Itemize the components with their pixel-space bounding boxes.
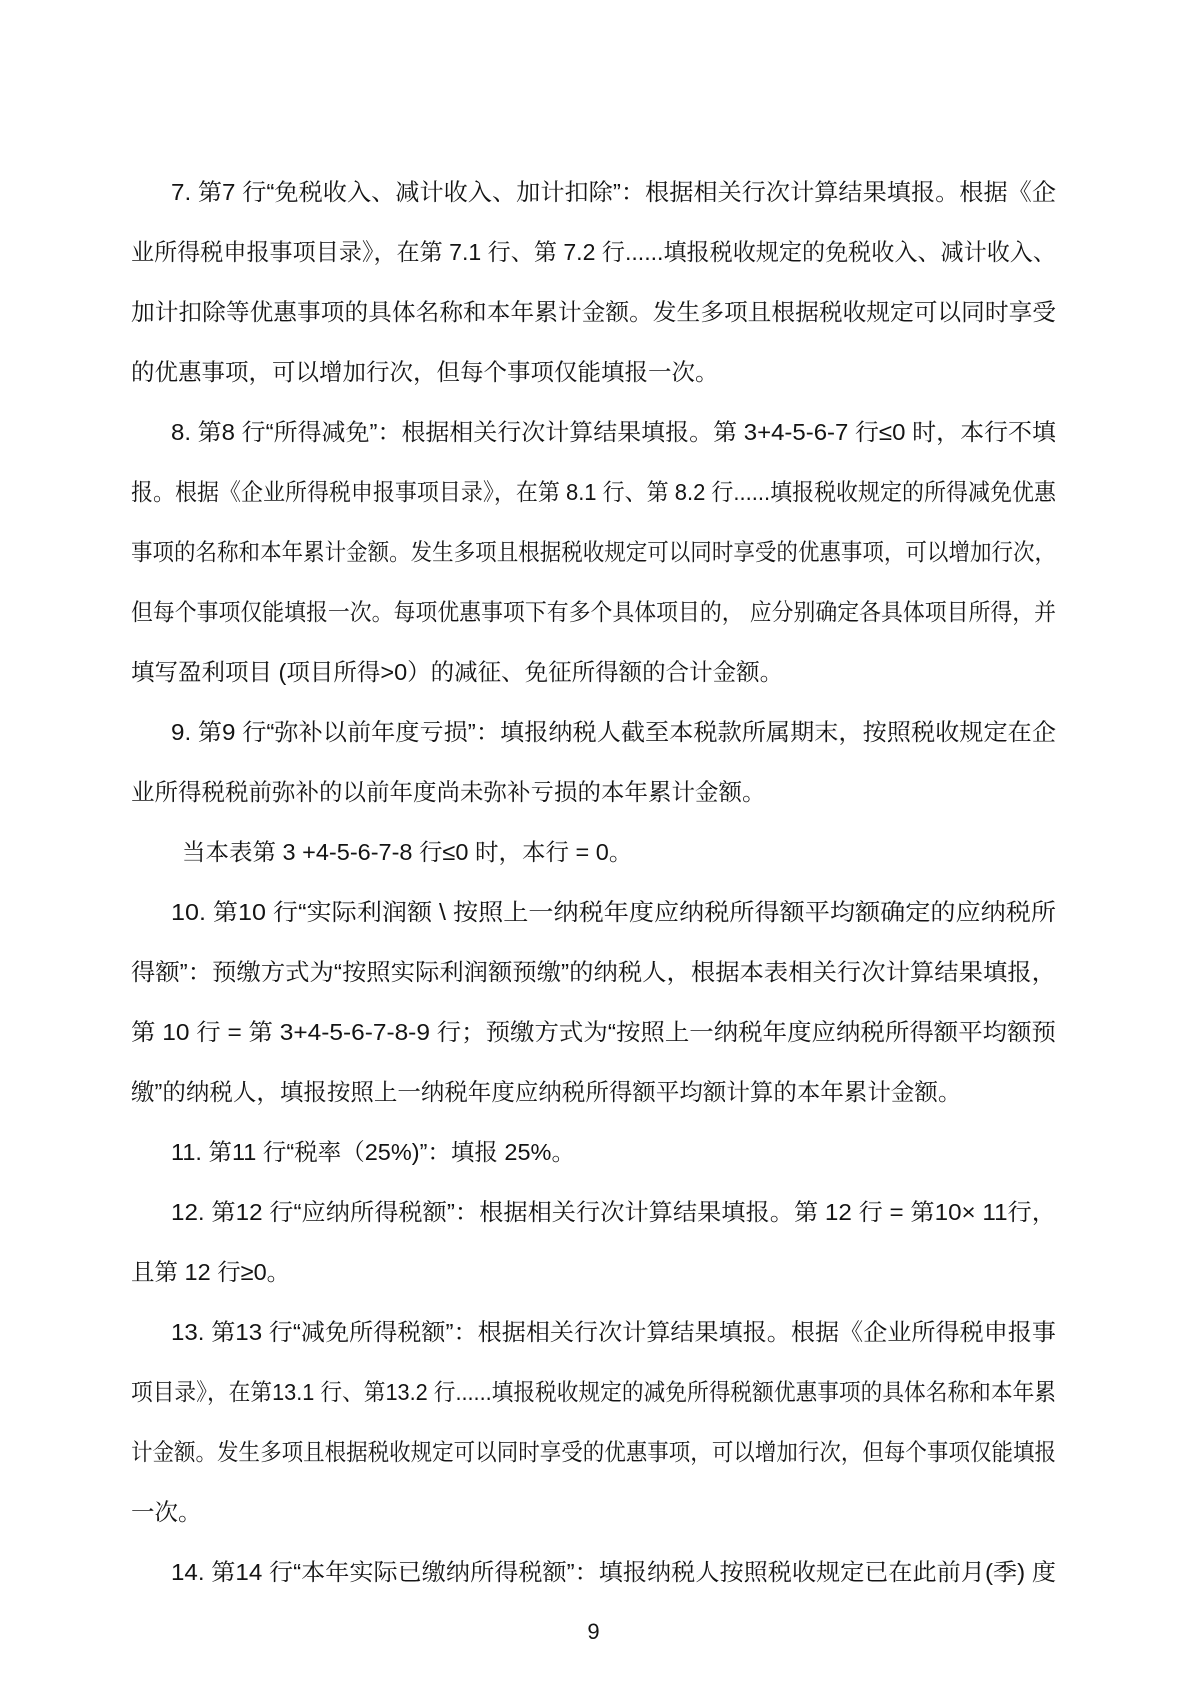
paragraph [131,1122,1056,1182]
text-line-content: 缴”的纳税人，填报按照上一纳税年度应纳税所得额平均额计算的本年累计金额。 [131,1079,962,1105]
text-line [131,702,1056,762]
text-line-content: 7. 第7 行“免税收入、减计收入、加计扣除”：根据相关行次计算结果填报。根据《企 [171,179,1056,205]
text-line-content: 的优惠事项，可以增加行次，但每个事项仅能填报一次。 [131,359,719,385]
text-line-content: 10. 第10 行“实际利润额 \ 按照上一纳税年度应纳税所得额平均额确定的应纳税所 [171,899,1056,925]
page-footer [131,1602,1056,1662]
text-line-content: 填写盈利项目 (项目所得>0）的减征、免征所得额的合计金额。 [131,659,784,685]
text-line [131,522,1056,582]
paragraph [131,1302,1056,1542]
text-line [131,822,1056,882]
text-line-content: 项目录》，在第13.1 行、第13.2 行......填报税收规定的减免所得税额优惠事项的具体名称和本年累 [131,1379,1056,1405]
text-line [131,762,1056,822]
text-line-content: 第 10 行 = 第 3+4-5-6-7-8-9 行；预缴方式为“按照上一纳税年度应纳税所得额平均额预 [131,1019,1056,1045]
text-line-content: 报。根据《企业所得税申报事项目录》，在第 8.1 行、第 8.2 行......填报税收规定的所得减免优惠 [131,479,1056,505]
text-line-content: 9. 第9 行“弥补以前年度亏损”：填报纳税人截至本税款所属期末，按照税收规定在企 [171,719,1056,745]
text-line [131,942,1056,1002]
text-line-content: 业所得税税前弥补的以前年度尚未弥补亏损的本年累计金额。 [131,779,766,805]
text-line-content: 14. 第14 行“本年实际已缴纳所得税额”：填报纳税人按照税收规定已在此前月(季) 度 [171,1559,1056,1585]
paragraph [131,822,1056,882]
text-line-content: 得额”：预缴方式为“按照实际利润额预缴”的纳税人，根据本表相关行次计算结果填报， [131,959,1056,985]
text-line [131,1122,1056,1182]
paragraph [131,1542,1056,1602]
text-line [131,1542,1056,1602]
text-line [131,1362,1056,1422]
text-line [131,1242,1056,1302]
text-line [131,282,1056,342]
paragraph [131,402,1056,702]
text-line [131,462,1056,522]
text-line-content: 12. 第12 行“应纳所得税额”：根据相关行次计算结果填报。第 12 行 = 第10× 11行， [171,1199,1056,1225]
text-line [131,1182,1056,1242]
text-line [131,582,1056,642]
text-line-content: 加计扣除等优惠事项的具体名称和本年累计金额。发生多项且根据税收规定可以同时享受 [131,299,1056,325]
text-line-content: 事项的名称和本年累计金额。发生多项且根据税收规定可以同时享受的优惠事项，可以增加行次， [131,539,1056,565]
text-line [131,1062,1056,1122]
text-line [131,222,1056,282]
text-line [131,642,1056,702]
text-line [131,1422,1056,1482]
text-line-content: 当本表第 3 +4-5-6-7-8 行≤0 时，本行 = 0。 [182,839,633,865]
text-line [131,1302,1056,1362]
text-line-content: 但每个事项仅能填报一次。每项优惠事项下有多个具体项目的， 应分别确定各具体项目所得，并 [131,599,1056,625]
text-line-content: 13. 第13 行“减免所得税额”：根据相关行次计算结果填报。根据《企业所得税申报事 [171,1319,1056,1345]
page-number: 9 [587,1619,600,1644]
paragraph [131,1182,1056,1302]
text-line [131,882,1056,942]
text-line-content: 且第 12 行≥0。 [131,1259,291,1285]
text-line-content: 11. 第11 行“税率（25%)”：填报 25%。 [171,1139,575,1165]
text-line [131,1002,1056,1062]
text-line-content: 业所得税申报事项目录》，在第 7.1 行、第 7.2 行......填报税收规定的免税收入、减计收入、 [131,239,1056,265]
text-line [131,1482,1056,1542]
text-line [131,402,1056,462]
text-line [131,342,1056,402]
text-line [131,162,1056,222]
document-text-body [131,162,1056,1602]
text-line-content: 计金额。发生多项且根据税收规定可以同时享受的优惠事项，可以增加行次，但每个事项仅能填报 [131,1439,1056,1465]
paragraph [131,702,1056,822]
text-line-content: 8. 第8 行“所得减免”：根据相关行次计算结果填报。第 3+4-5-6-7 行≤0 时，本行不填 [171,419,1056,445]
paragraph [131,882,1056,1122]
text-line-content: 一次。 [131,1499,202,1525]
paragraph [131,162,1056,402]
